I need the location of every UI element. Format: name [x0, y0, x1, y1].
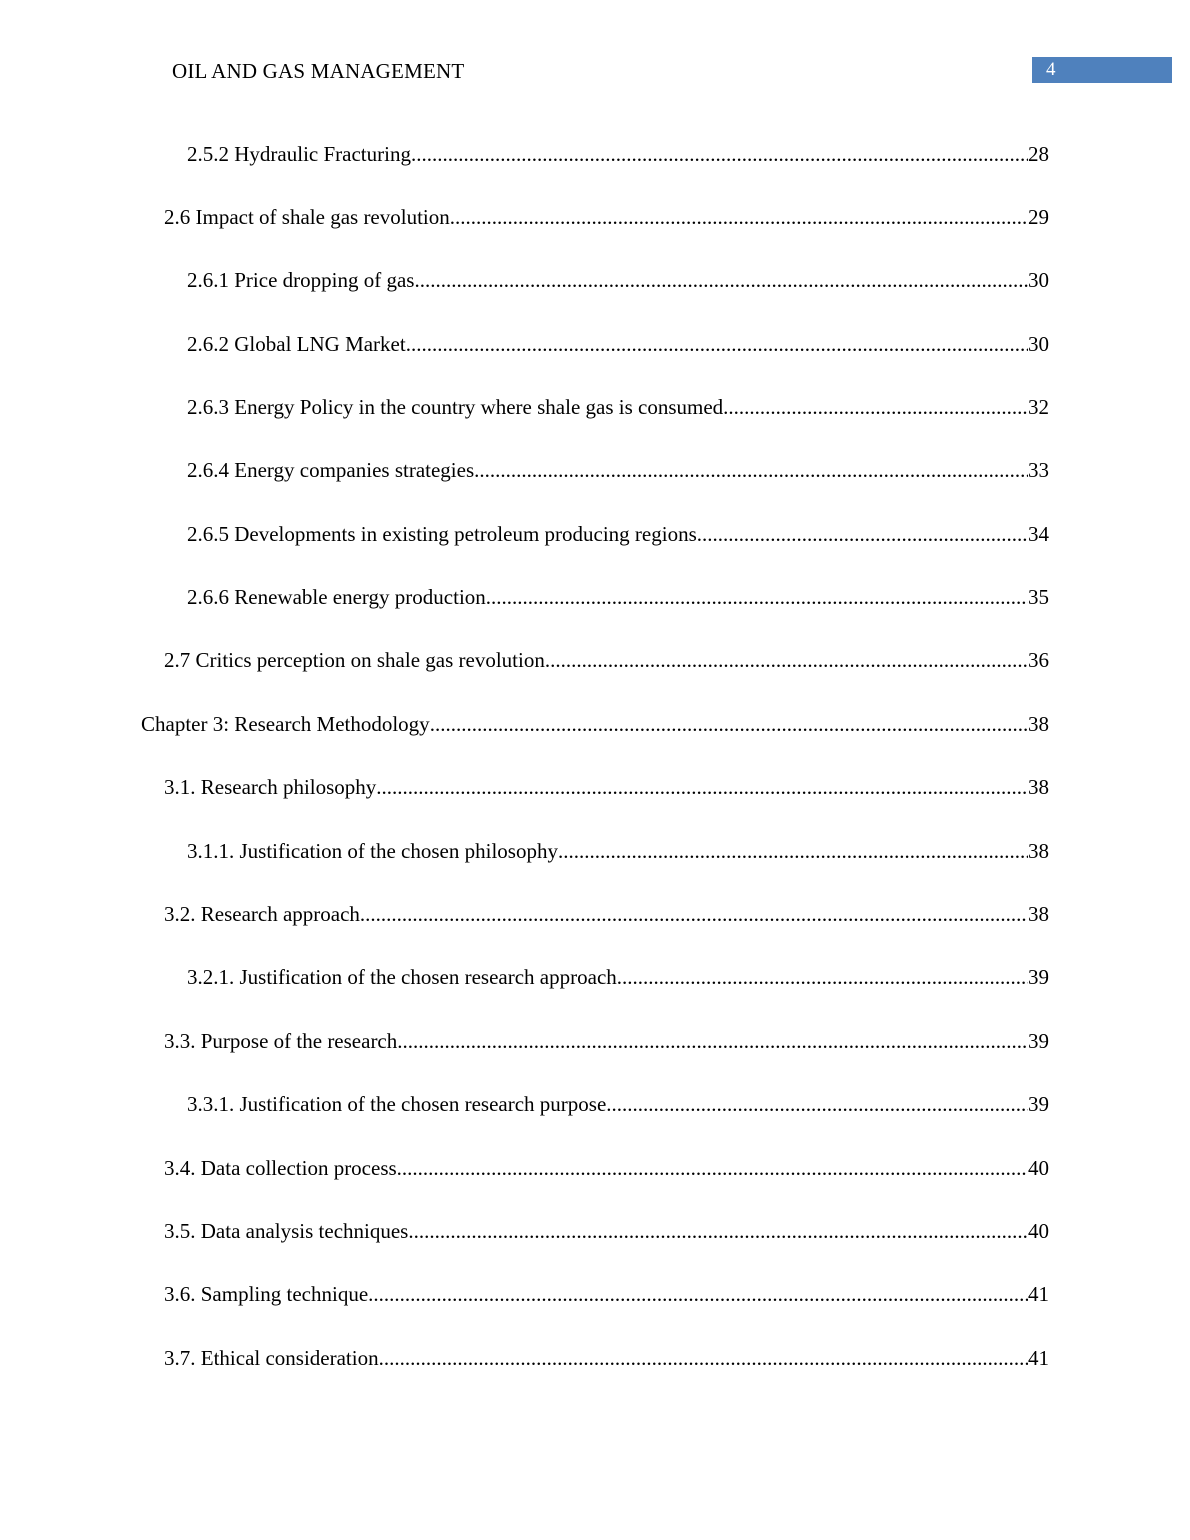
toc-entry-label: 2.6.4 Energy companies strategies: [187, 458, 475, 482]
toc-entry-page: 30: [1028, 332, 1049, 356]
toc-entry-page: 29: [1028, 205, 1049, 229]
toc-entry[interactable]: [164, 203, 1049, 231]
toc-entry-page: 36: [1028, 648, 1049, 672]
toc-entry-page: 40: [1028, 1219, 1049, 1243]
toc-dot-leader: [411, 140, 1028, 168]
toc-dot-leader: [408, 1217, 1028, 1245]
toc-dot-leader: [430, 710, 1028, 738]
toc-entry-page: 38: [1028, 775, 1049, 799]
toc-entry-page: 39: [1028, 965, 1049, 989]
toc-entry-page: 33: [1028, 458, 1049, 482]
toc-entry-page: 38: [1028, 902, 1049, 926]
toc-entry-page: 38: [1028, 839, 1049, 863]
toc-entry-label: 2.6.6 Renewable energy production: [187, 585, 486, 609]
toc-dot-leader: [697, 520, 1028, 548]
toc-entry-page: 39: [1028, 1092, 1049, 1116]
toc-entry-label: 3.7. Ethical consideration: [164, 1346, 379, 1370]
toc-dot-leader: [379, 1344, 1028, 1372]
toc-dot-leader: [474, 456, 1028, 484]
toc-dot-leader: [558, 837, 1028, 865]
toc-entry-label: 3.1.1. Justification of the chosen philosophy: [187, 839, 558, 863]
toc-entry-label: 2.6.5 Developments in existing petroleum producing regions: [187, 522, 697, 546]
toc-dot-leader: [450, 203, 1028, 231]
toc-entry[interactable]: [187, 140, 1049, 168]
toc-entry-page: 40: [1028, 1156, 1049, 1180]
running-header-title: OIL AND GAS MANAGEMENT: [172, 59, 465, 83]
toc-entry[interactable]: [164, 1217, 1049, 1245]
toc-entry[interactable]: [164, 900, 1049, 928]
toc-entry[interactable]: [187, 520, 1049, 548]
toc-entry[interactable]: [187, 837, 1049, 865]
toc-entry[interactable]: [164, 1344, 1049, 1372]
toc-entry-page: 41: [1028, 1282, 1049, 1306]
toc-entry-label: 2.6.2 Global LNG Market: [187, 332, 406, 356]
toc-entry-page: 28: [1028, 142, 1049, 166]
toc-entry[interactable]: [187, 1090, 1049, 1118]
toc-entry[interactable]: [164, 1154, 1049, 1182]
toc-entry[interactable]: [141, 710, 1049, 738]
toc-entry[interactable]: [164, 1027, 1049, 1055]
toc-entry-label: 2.6 Impact of shale gas revolution: [164, 205, 450, 229]
toc-entry-page: 34: [1028, 522, 1049, 546]
toc-dot-leader: [376, 773, 1028, 801]
toc-entry-page: 39: [1028, 1029, 1049, 1053]
page-number-badge: 4: [1032, 57, 1172, 83]
toc-entry-label: 3.5. Data analysis techniques: [164, 1219, 409, 1243]
toc-entry[interactable]: [187, 330, 1049, 358]
toc-dot-leader: [360, 900, 1028, 928]
toc-entry[interactable]: [164, 773, 1049, 801]
toc-entry-label: 3.1. Research philosophy: [164, 775, 377, 799]
toc-entry-label: 3.3.1. Justification of the chosen research purpose: [187, 1092, 607, 1116]
toc-entry-page: 41: [1028, 1346, 1049, 1370]
toc-entry-label: 3.2. Research approach: [164, 902, 360, 926]
toc-dot-leader: [486, 583, 1028, 611]
toc-dot-leader: [617, 963, 1028, 991]
toc-entry[interactable]: [187, 583, 1049, 611]
toc-entry-page: 38: [1028, 712, 1049, 736]
toc-entry-label: 2.5.2 Hydraulic Fracturing: [187, 142, 411, 166]
toc-dot-leader: [397, 1154, 1028, 1182]
toc-dot-leader: [545, 646, 1028, 674]
toc-entry[interactable]: [187, 266, 1049, 294]
toc-entry[interactable]: [164, 1280, 1049, 1308]
toc-entry[interactable]: [164, 646, 1049, 674]
toc-entry-label: 3.6. Sampling technique: [164, 1282, 369, 1306]
toc-entry-page: 32: [1028, 395, 1049, 419]
toc-entry-label: 3.3. Purpose of the research: [164, 1029, 398, 1053]
toc-dot-leader: [723, 393, 1028, 421]
toc-dot-leader: [397, 1027, 1028, 1055]
toc-entry-label: Chapter 3: Research Methodology: [141, 712, 430, 736]
toc-entry-page: 30: [1028, 268, 1049, 292]
toc-dot-leader: [368, 1280, 1028, 1308]
toc-entry[interactable]: [187, 393, 1049, 421]
toc-dot-leader: [606, 1090, 1028, 1118]
toc-dot-leader: [414, 266, 1028, 294]
toc-entry-page: 35: [1028, 585, 1049, 609]
toc-entry-label: 3.4. Data collection process: [164, 1156, 397, 1180]
toc-entry[interactable]: [187, 456, 1049, 484]
toc-entry[interactable]: [187, 963, 1049, 991]
toc-entry-label: 2.7 Critics perception on shale gas revolution: [164, 648, 545, 672]
toc-dot-leader: [406, 330, 1028, 358]
toc-entry-label: 2.6.1 Price dropping of gas: [187, 268, 415, 292]
toc-entry-label: 3.2.1. Justification of the chosen research approach: [187, 965, 617, 989]
toc-entry-label: 2.6.3 Energy Policy in the country where shale gas is consumed: [187, 395, 724, 419]
